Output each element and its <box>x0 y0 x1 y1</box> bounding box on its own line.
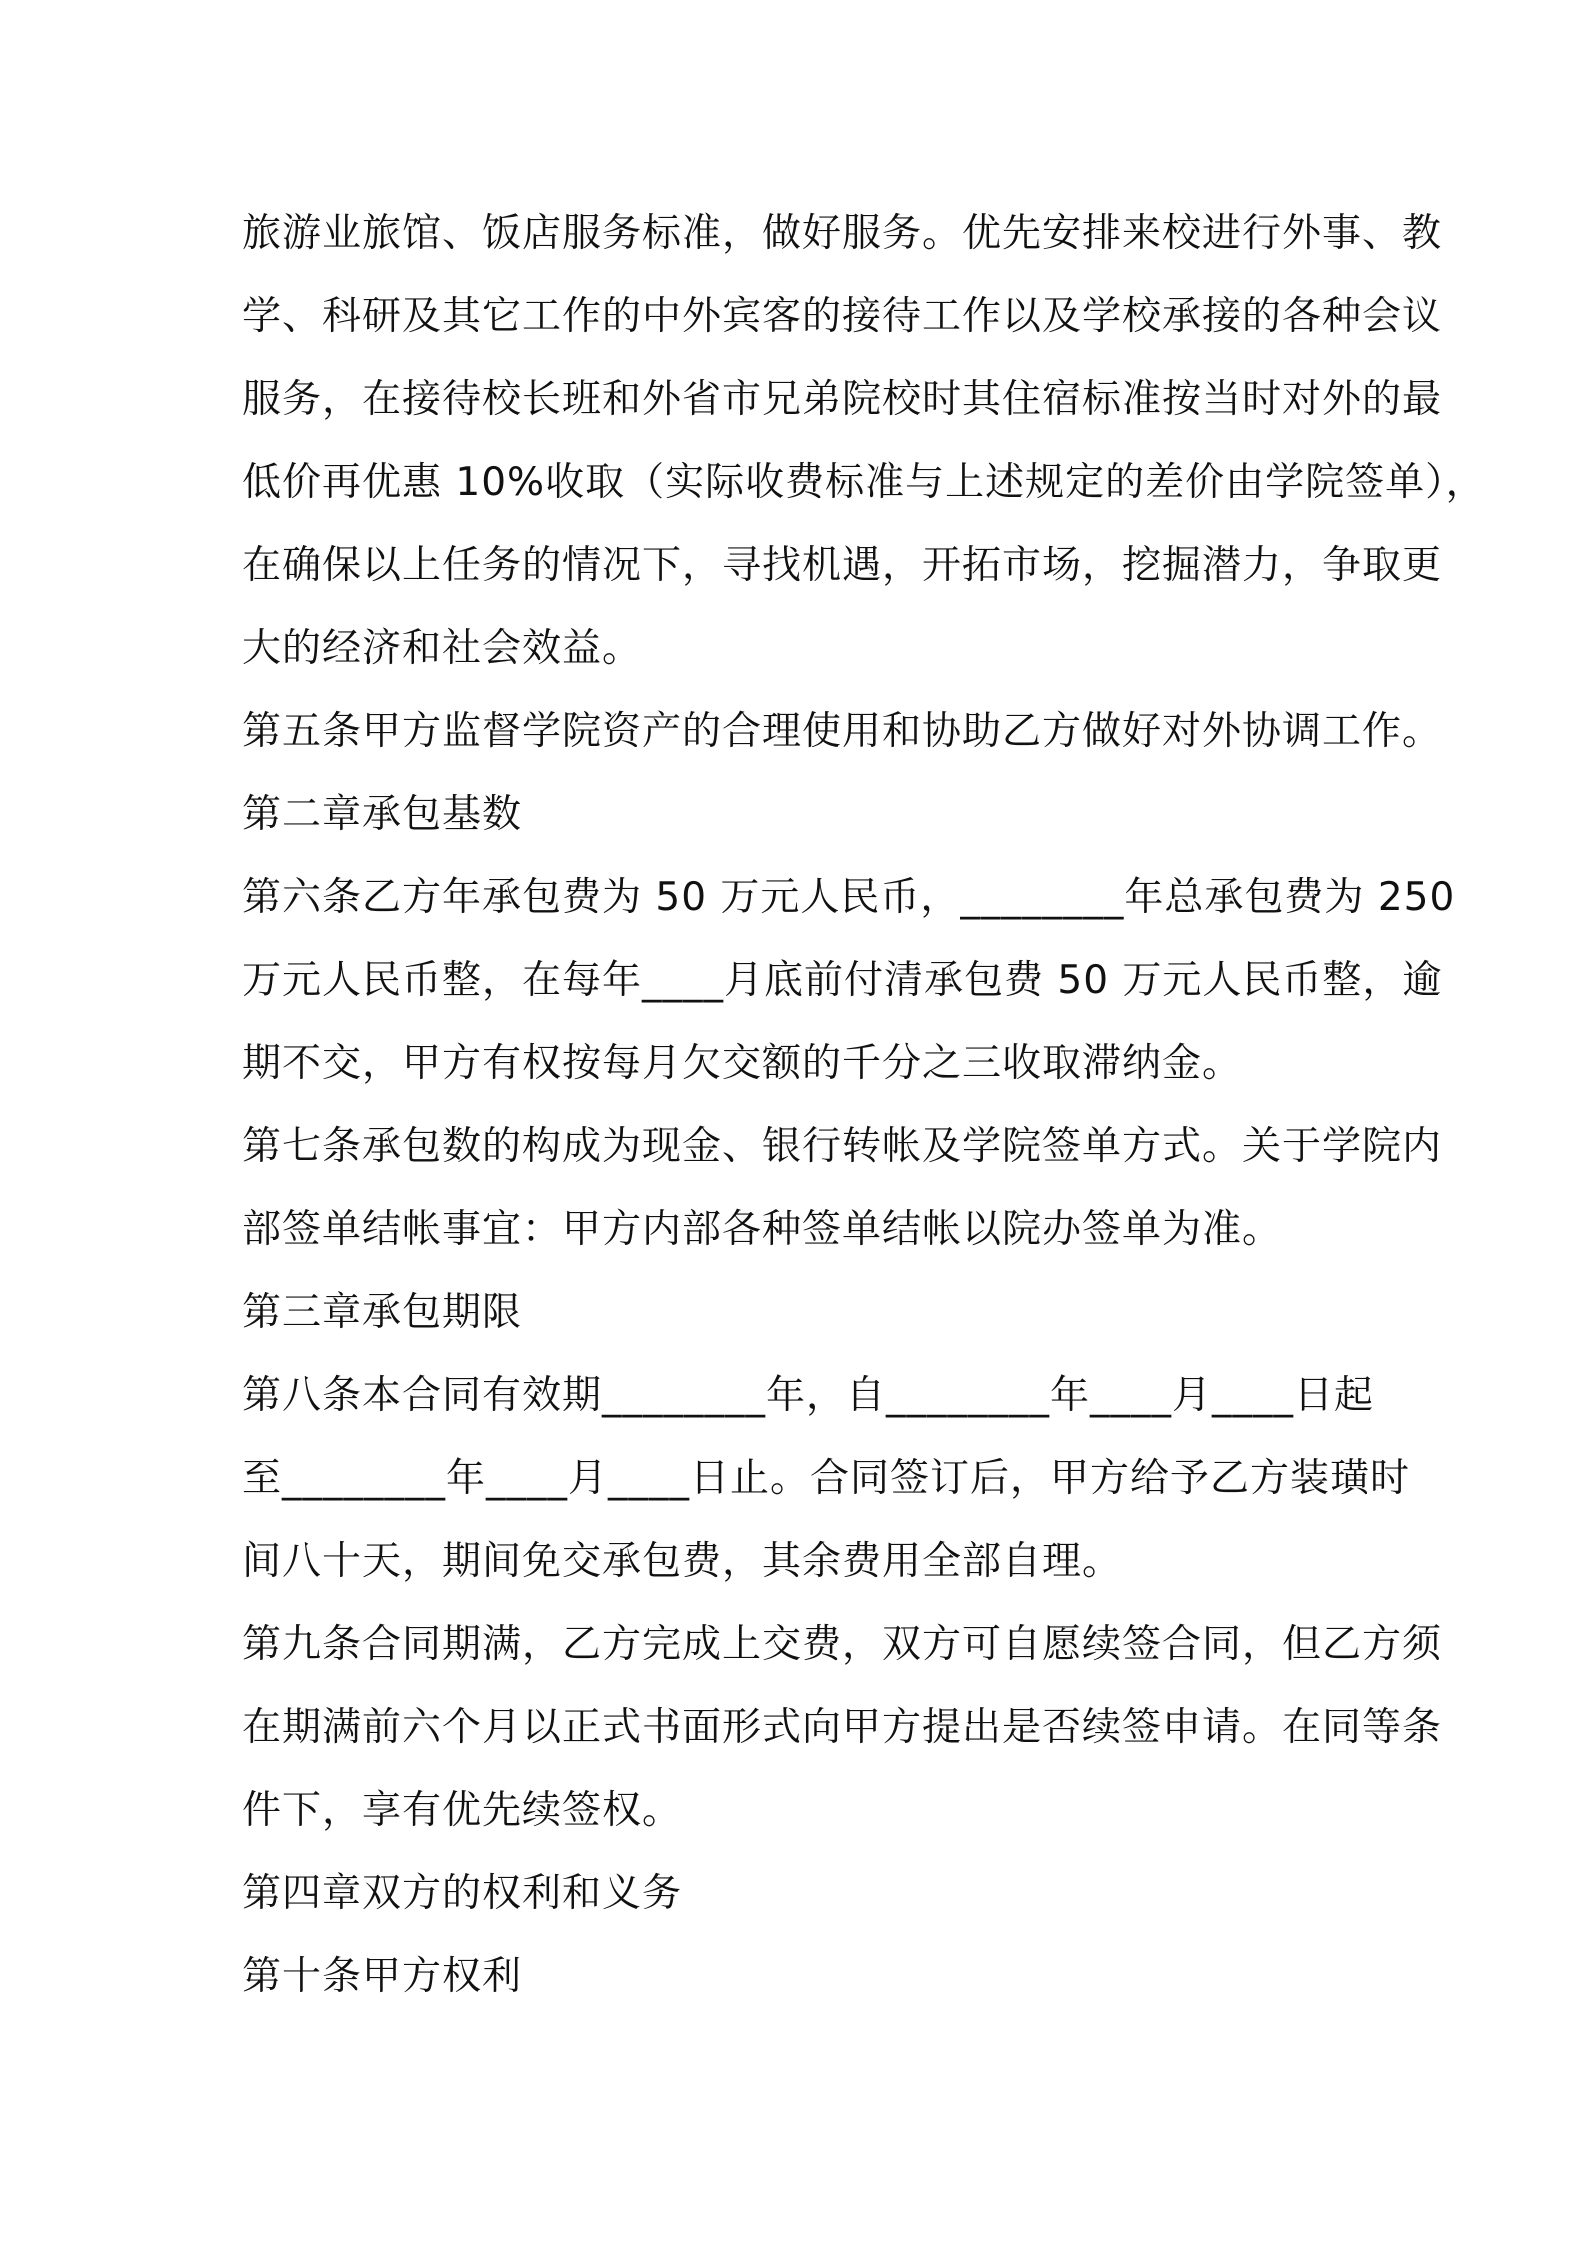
text-line: 第五条甲方监督学院资产的合理使用和协助乙方做好对外协调工作。 <box>242 709 1443 754</box>
article-5 <box>242 690 1443 773</box>
text-line: 第三章承包期限 <box>242 1290 523 1335</box>
text-line: 至________年____月____日止。合同签订后，甲方给予乙方装璜时 <box>242 1456 1411 1501</box>
chapter-2-heading <box>242 773 1362 856</box>
article-9 <box>242 1603 1443 1852</box>
text-line: 第二章承包基数 <box>242 792 523 837</box>
text-line: 第六条乙方年承包费为 50 万元人民币，________年总承包费为 250 <box>242 875 1456 920</box>
text-line: 期不交，甲方有权按每月欠交额的千分之三收取滞纳金。 <box>242 1041 1243 1086</box>
text-line: 第九条合同期满，乙方完成上交费，双方可自愿续签合同，但乙方须 <box>242 1622 1443 1667</box>
chapter-3-heading <box>242 1271 1362 1354</box>
text-line: 件下，享有优先续签权。 <box>242 1788 683 1833</box>
text-line: 在确保以上任务的情况下，寻找机遇，开拓市场，挖掘潜力，争取更 <box>242 543 1443 588</box>
chapter-4-heading <box>242 1852 1362 1935</box>
text-line: 第八条本合同有效期________年，自________年____月____日起 <box>242 1373 1375 1418</box>
text-line: 部签单结帐事宜：甲方内部各种签单结帐以院办签单为准。 <box>242 1207 1283 1252</box>
text-line: 服务，在接待校长班和外省市兄弟院校时其住宿标准按当时对外的最 <box>242 377 1443 422</box>
article-8 <box>242 1354 1411 1603</box>
text-line: 间八十天，期间免交承包费，其余费用全部自理。 <box>242 1539 1123 1584</box>
article-7 <box>242 1105 1443 1271</box>
document-body <box>242 192 1486 2018</box>
article-6 <box>242 856 1456 1105</box>
text-line: 大的经济和社会效益。 <box>242 626 643 671</box>
article-10-heading <box>242 1935 1362 2018</box>
text-line: 低价再优惠 10%收取（实际收费标准与上述规定的差价由学院签单）， <box>242 460 1486 505</box>
text-line: 第四章双方的权利和义务 <box>242 1871 683 1916</box>
text-line: 学、科研及其它工作的中外宾客的接待工作以及学校承接的各种会议 <box>242 294 1443 339</box>
text-line: 万元人民币整，在每年____月底前付清承包费 50 万元人民币整，逾 <box>242 958 1443 1003</box>
text-line: 在期满前六个月以正式书面形式向甲方提出是否续签申请。在同等条 <box>242 1705 1443 1750</box>
text-line: 第七条承包数的构成为现金、银行转帐及学院签单方式。关于学院内 <box>242 1124 1443 1169</box>
paragraph-service-standards <box>242 192 1486 690</box>
text-line: 旅游业旅馆、饭店服务标准，做好服务。优先安排来校进行外事、教 <box>242 211 1443 256</box>
text-line: 第十条甲方权利 <box>242 1954 523 1999</box>
